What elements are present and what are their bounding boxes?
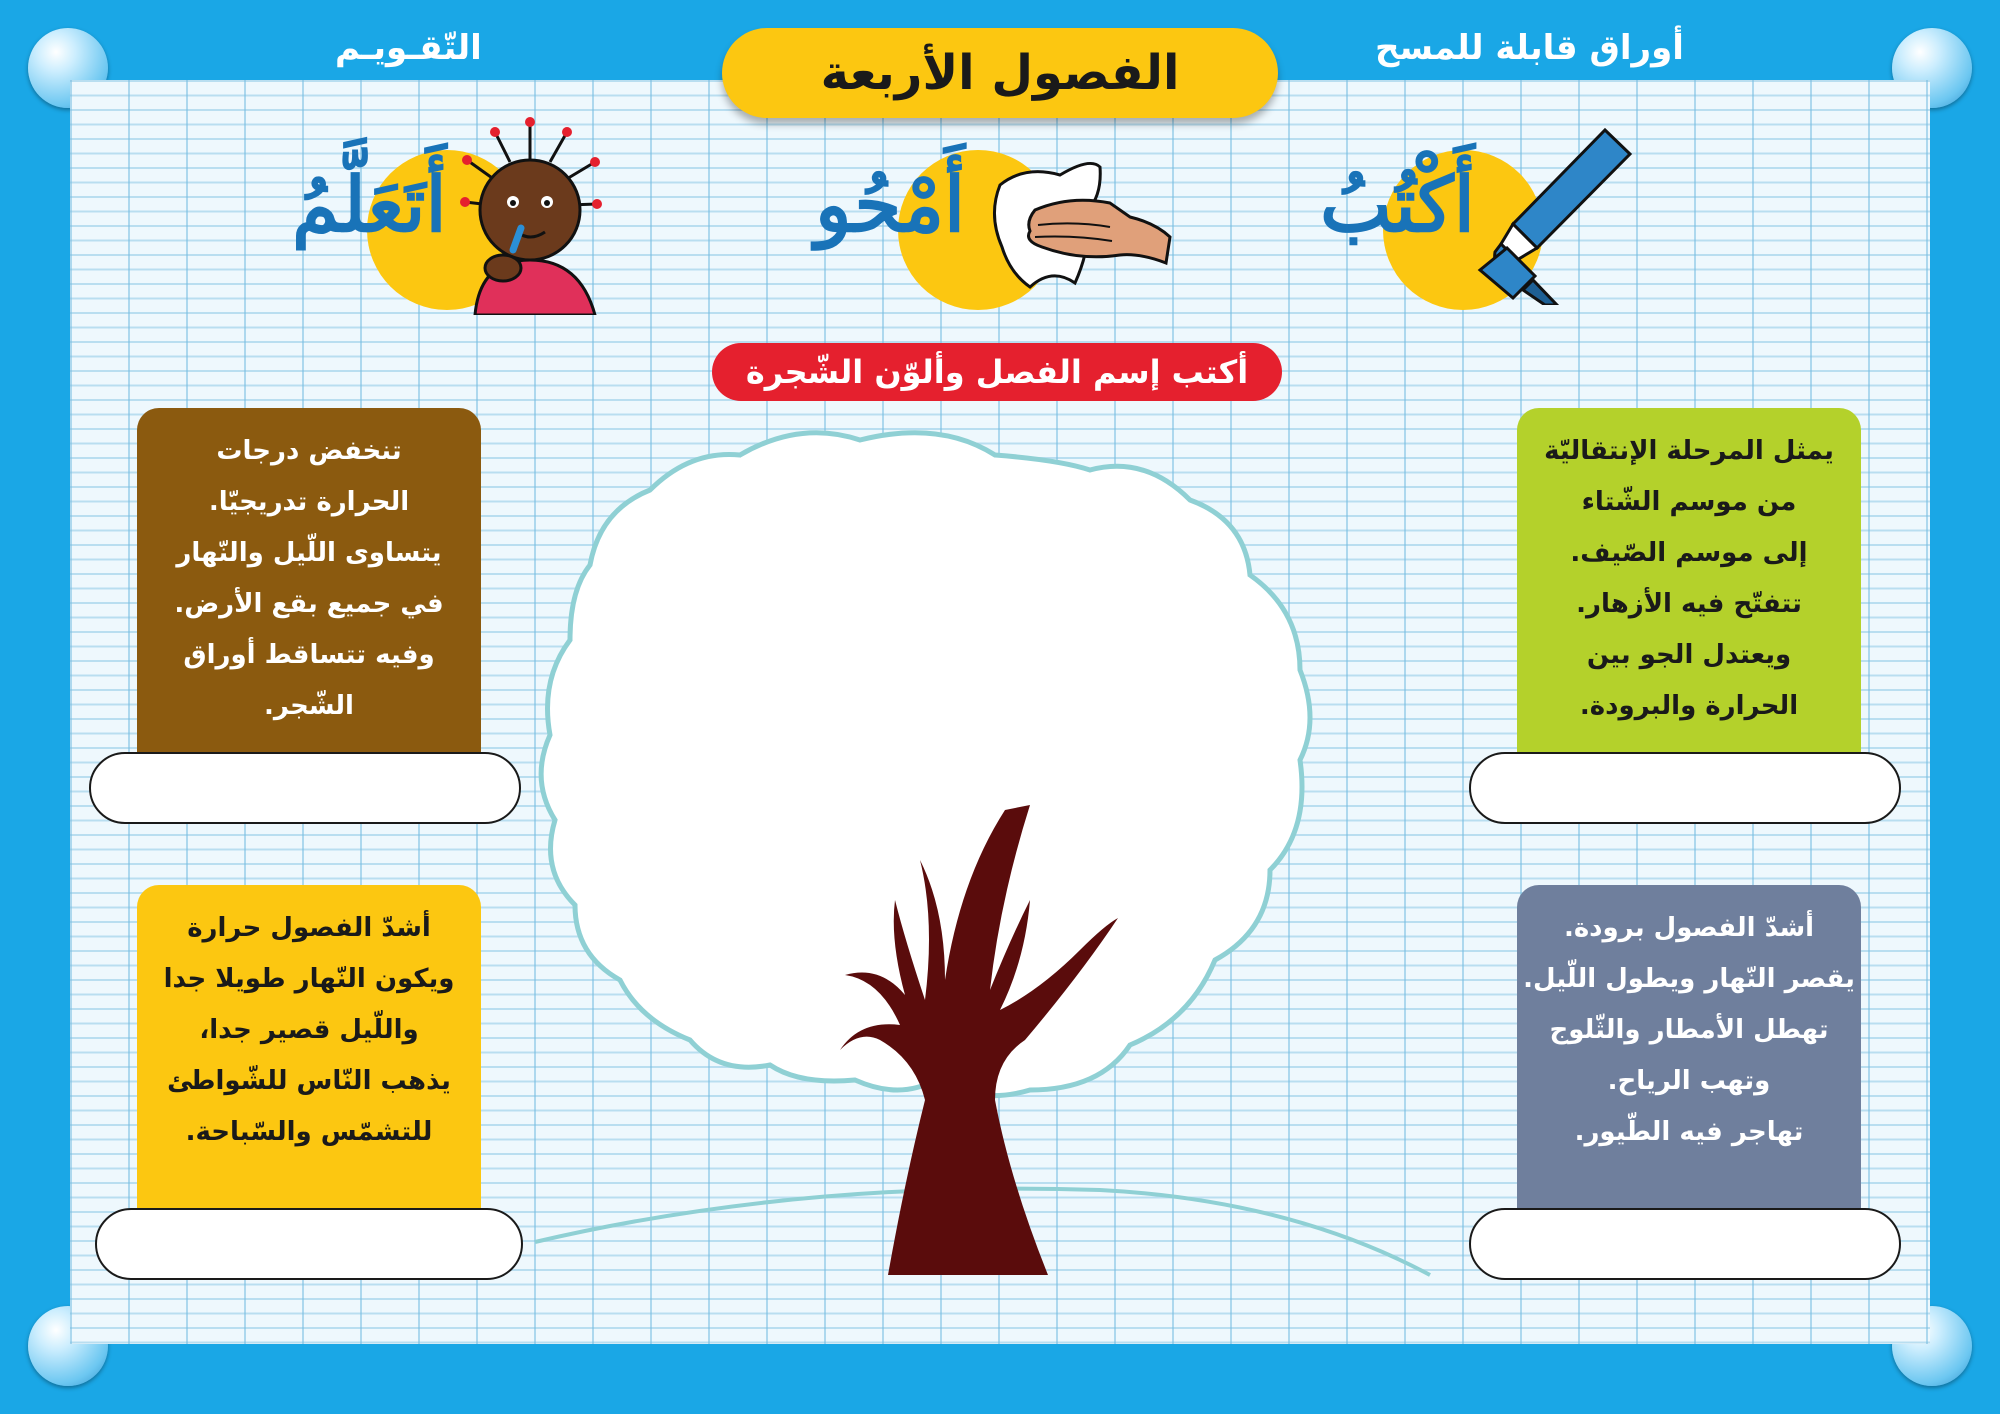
winter-line-2: يقصر النّهار ويطول اللّيل.: [1523, 964, 1855, 994]
winter-line-1: أشدّ الفصول برودة.: [1563, 913, 1815, 943]
autumn-line-5: وفيه تتساقط أوراق: [183, 640, 435, 670]
winter-answer-field[interactable]: [1469, 1208, 1901, 1280]
winter-line-5: تهاجر فيه الطّيور.: [1574, 1117, 1804, 1147]
autumn-card: [137, 408, 481, 753]
erase-label: أَمْحُو: [815, 160, 966, 249]
page-title: الفصول الأربعة: [722, 28, 1278, 118]
spring-line-4: تتفتّح فيه الأزهار.: [1576, 589, 1802, 619]
autumn-line-6: الشّجر.: [264, 691, 354, 721]
autumn-line-4: في جميع بقع الأرض.: [174, 589, 444, 619]
autumn-answer-field[interactable]: [89, 752, 521, 824]
write-label: أَكْتُبُ: [1320, 160, 1475, 249]
summer-line-1: أشدّ الفصول حرارة: [187, 913, 431, 943]
spring-line-1: يمثل المرحلة الإنتقاليّة: [1544, 436, 1834, 466]
header-right-label: أوراق قابلة للمسح: [1375, 28, 1684, 68]
winter-card: [1517, 885, 1861, 1215]
instruction-banner: أكتب إسم الفصل وألوّن الشّجرة: [712, 343, 1282, 401]
spring-answer-field[interactable]: [1469, 752, 1901, 824]
summer-line-3: واللّيل قصير جدا،: [199, 1015, 419, 1045]
spring-line-2: من موسم الشّتاء: [1581, 487, 1797, 517]
summer-line-4: يذهب النّاس للشّواطئ: [167, 1066, 451, 1096]
spring-line-5: ويعتدل الجو بين: [1586, 640, 1792, 670]
autumn-line-1: تنخفض درجات: [216, 436, 402, 466]
summer-card: [137, 885, 481, 1215]
winter-line-4: وتهب الرياح.: [1607, 1066, 1771, 1096]
autumn-line-2: الحرارة تدريجيّا.: [208, 487, 410, 517]
summer-line-5: للتشمّس والسّباحة.: [185, 1117, 433, 1147]
header-left-label: التّقـويـم: [335, 28, 482, 68]
spring-card: [1517, 408, 1861, 753]
spring-line-6: الحرارة والبرودة.: [1579, 691, 1799, 721]
summer-answer-field[interactable]: [95, 1208, 523, 1280]
summer-line-2: ويكون النّهار طويلا جدا: [163, 964, 455, 994]
learn-label: أَتَعَلَّمُ: [292, 160, 447, 249]
spring-line-3: إلى موسم الصّيف.: [1570, 538, 1808, 568]
autumn-line-3: يتساوى اللّيل والنّهار: [176, 538, 442, 568]
winter-line-3: تهطل الأمطار والثّلوج: [1549, 1015, 1829, 1045]
